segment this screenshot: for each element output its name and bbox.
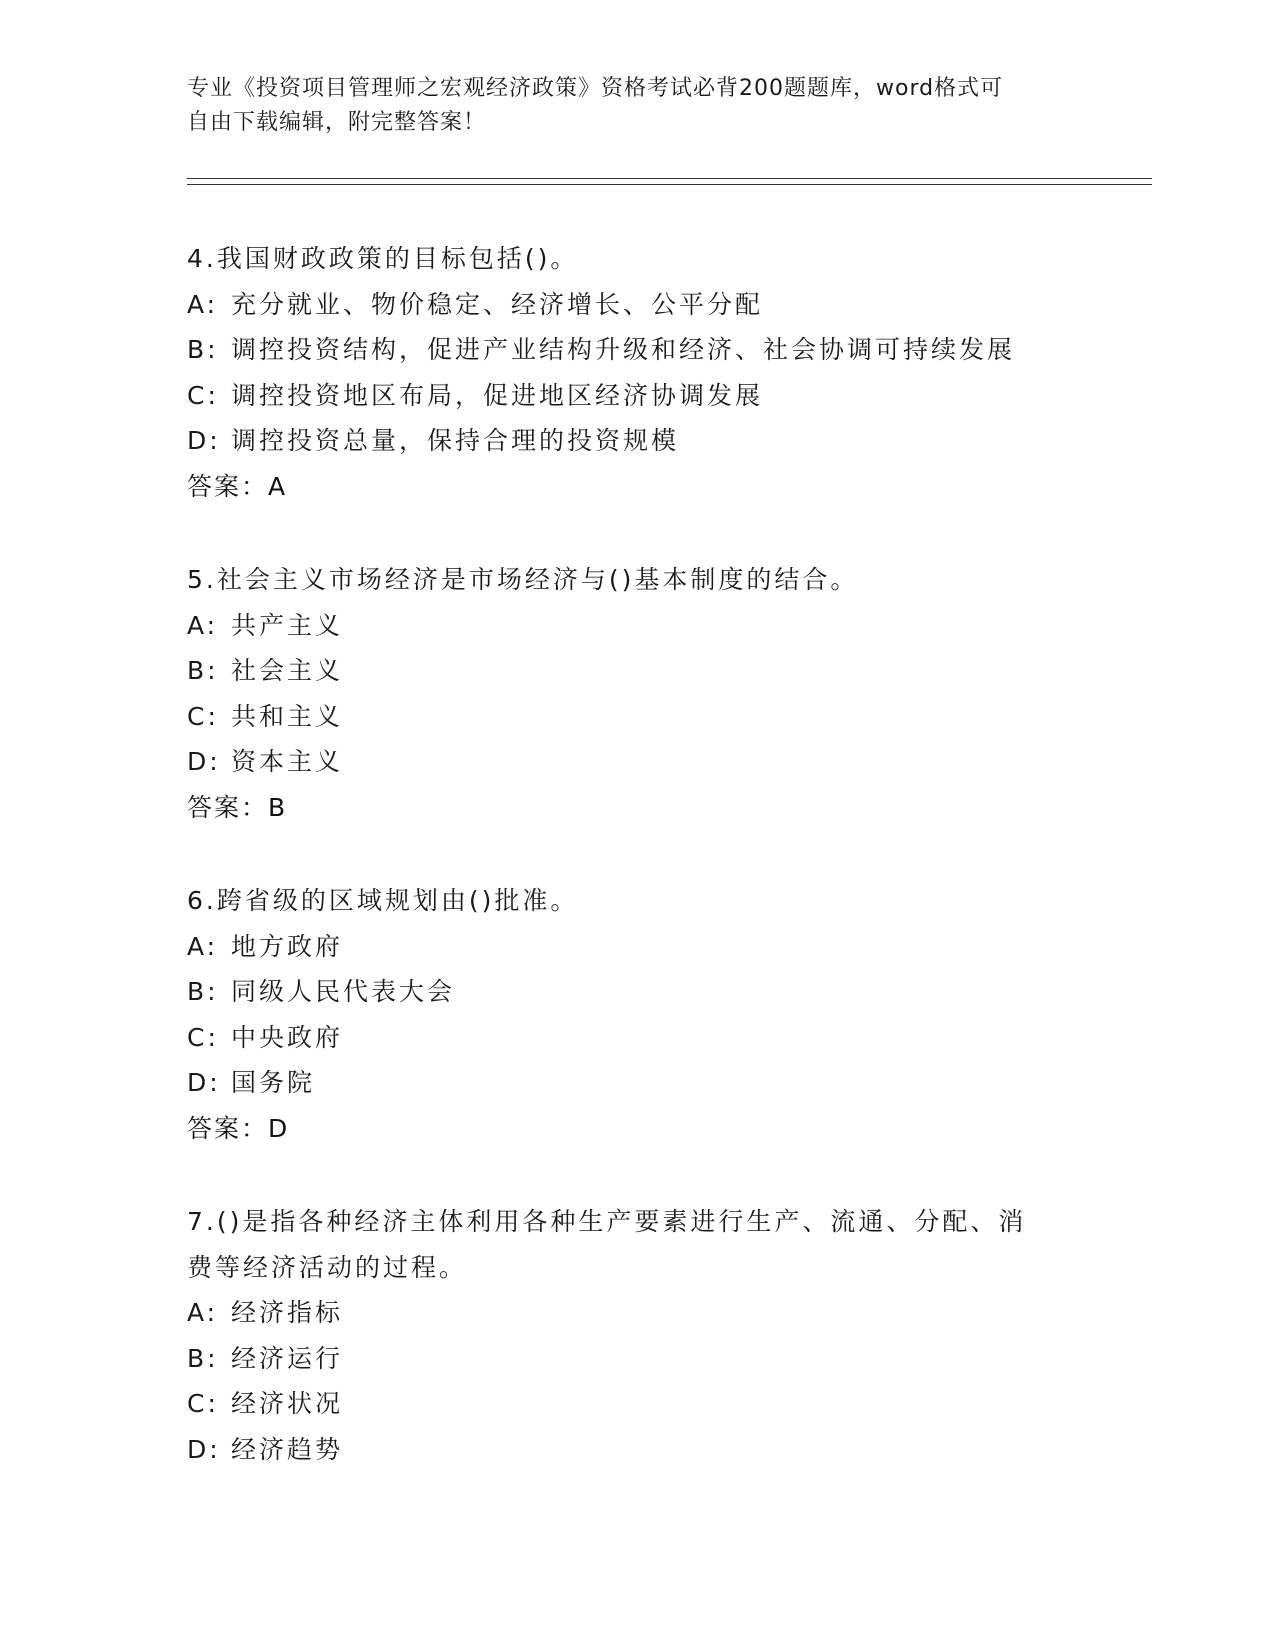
question-stem: 4.我国财政政策的目标包括()。 xyxy=(187,244,579,273)
option-key: C: xyxy=(187,1022,219,1052)
option-row xyxy=(187,1015,1087,1061)
option-key: C: xyxy=(187,701,219,731)
option-key: C: xyxy=(187,380,219,410)
answer-line: 答案：D xyxy=(187,1113,290,1143)
option-text: 经济运行 xyxy=(231,1343,344,1373)
question-list xyxy=(187,236,1087,1520)
option-key: B: xyxy=(187,1343,219,1373)
option-row xyxy=(187,418,1087,464)
option-key: A: xyxy=(187,931,219,961)
question-stem: 5.社会主义市场经济是市场经济与()基本制度的结合。 xyxy=(187,565,859,594)
option-row xyxy=(187,1060,1087,1106)
option-row xyxy=(187,969,1087,1015)
option-key: D: xyxy=(187,426,221,455)
option-row xyxy=(187,1290,1087,1336)
header-rule-top xyxy=(187,178,1152,179)
option-text: 经济趋势 xyxy=(231,1434,344,1464)
question-stem: 费等经济活动的过程。 xyxy=(187,1252,468,1282)
option-row xyxy=(187,694,1087,740)
option-row xyxy=(187,603,1087,649)
option-text: 社会主义 xyxy=(231,656,344,685)
option-key: D: xyxy=(187,1068,221,1097)
question-block xyxy=(187,878,1087,1151)
option-key: B: xyxy=(187,335,219,364)
question-block xyxy=(187,236,1087,509)
option-key: B: xyxy=(187,977,219,1006)
option-text: 国务院 xyxy=(231,1068,316,1097)
option-key: A: xyxy=(187,289,219,319)
option-row xyxy=(187,282,1087,328)
option-row xyxy=(187,1381,1087,1427)
answer-line: 答案：A xyxy=(187,471,288,501)
option-key: D: xyxy=(187,747,221,776)
option-row xyxy=(187,739,1087,785)
option-row xyxy=(187,924,1087,970)
option-text: 调控投资地区布局，促进地区经济协调发展 xyxy=(231,380,764,410)
option-key: B: xyxy=(187,656,219,685)
question-block xyxy=(187,557,1087,830)
option-text: 经济指标 xyxy=(231,1298,344,1327)
option-text: 中央政府 xyxy=(231,1022,344,1052)
option-key: A: xyxy=(187,610,219,640)
option-text: 同级人民代表大会 xyxy=(231,977,456,1006)
header-rule-bottom xyxy=(187,184,1152,185)
option-key: D: xyxy=(187,1434,221,1464)
question-stem: 6.跨省级的区域规划由()批准。 xyxy=(187,886,579,915)
option-text: 调控投资结构，促进产业结构升级和经济、社会协调可持续发展 xyxy=(231,335,1016,364)
option-row xyxy=(187,327,1087,373)
option-row xyxy=(187,373,1087,419)
option-row xyxy=(187,648,1087,694)
question-stem: 7.()是指各种经济主体利用各种生产要素进行生产、流通、分配、消 xyxy=(187,1207,1027,1236)
header-line-1: 专业《投资项目管理师之宏观经济政策》资格考试必背200题题库，word格式可 xyxy=(187,76,1004,101)
option-row xyxy=(187,1427,1087,1473)
option-key: A: xyxy=(187,1298,219,1327)
option-text: 地方政府 xyxy=(231,931,344,961)
question-block xyxy=(187,1199,1087,1472)
option-text: 经济状况 xyxy=(231,1389,344,1418)
option-key: C: xyxy=(187,1389,219,1418)
document-header xyxy=(187,72,1067,140)
option-row xyxy=(187,1336,1087,1382)
answer-line: 答案：B xyxy=(187,792,288,822)
option-text: 资本主义 xyxy=(231,747,344,776)
option-text: 充分就业、物价稳定、经济增长、公平分配 xyxy=(231,289,764,319)
option-text: 调控投资总量，保持合理的投资规模 xyxy=(231,426,680,455)
option-text: 共和主义 xyxy=(231,701,344,731)
header-line-2: 自由下载编辑，附完整答案！ xyxy=(187,110,487,135)
option-text: 共产主义 xyxy=(231,610,344,640)
